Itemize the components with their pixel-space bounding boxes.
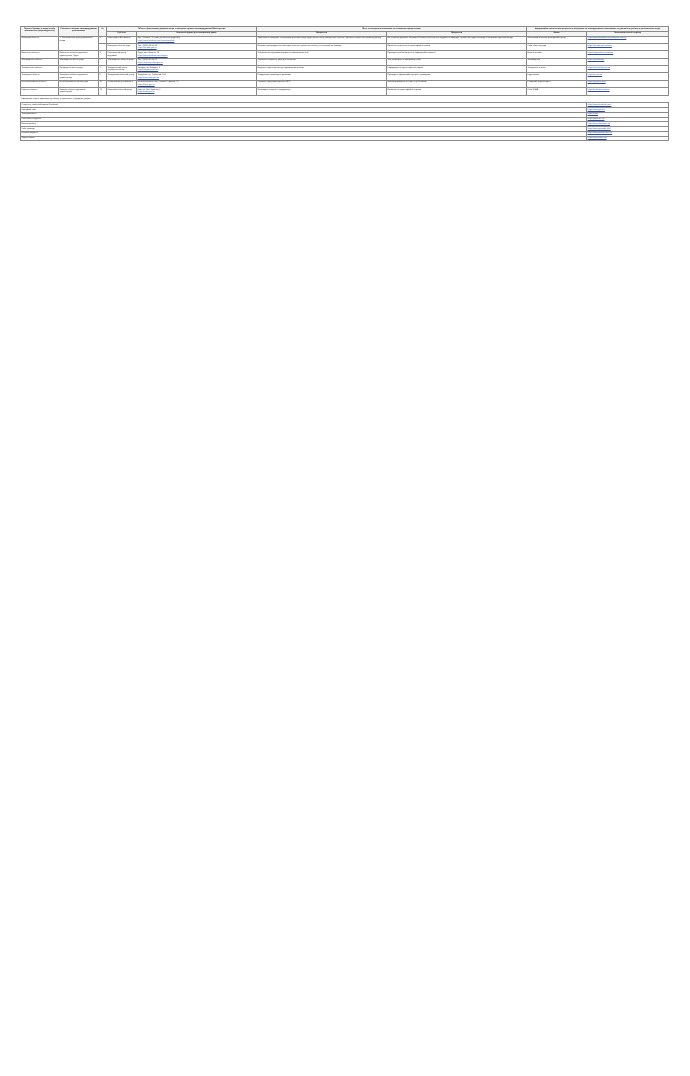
subheader-media-name: Назва [527,31,587,36]
priority-cell-text: Моніторинг ситуації та координація. [257,88,291,91]
media-name-cell-text: Волинь онлайн [527,51,542,54]
contacts-cell [137,66,257,73]
subject-cell-text: Житомирська обласна рада [107,59,134,62]
subject-cell [107,88,137,95]
contact-link[interactable]: https://koda.gov.ua [137,91,155,94]
media-name-cell [527,66,587,73]
col-goals-header: Мета та контрольні показники за основними пріоритетами [257,27,527,32]
subheader-priority-a: Пріоритети [257,31,387,36]
result-cell-text: Проведено робочі зустрічі та інформаційні кампанії. [387,51,436,54]
contact-link[interactable]: https://vinrada.gov.ua [137,47,157,50]
col-media-header: Інформаційне висвітлення результату звітування за затвердженими показниками та діяльністю регіону в регіональних медіа [527,27,669,32]
contact-text: Луцьк, вул. Шопена, 24 [137,51,160,54]
contact-text: Ужгород, пл. Народна, 4 [137,66,161,69]
appendix-link-cell-text[interactable]: https://t.me/ [587,113,599,116]
media-name-cell-text: Сайт обласної ради [527,44,547,47]
media-link-cell[interactable] [587,36,669,43]
number-cell-text: 5 [99,59,101,62]
community-cell [59,66,99,73]
priority-cell [257,43,387,50]
contact-link[interactable]: https://zhytomyr-rada.gov.ua [137,61,163,64]
subject-cell [107,73,137,80]
priority-cell [257,51,387,58]
region-cell [21,80,59,87]
media-link-cell-text[interactable]: https://iz.com.ua [587,74,603,77]
table-body [21,36,669,95]
contact-link[interactable]: https://www.facebook.com/volynrc [137,54,168,57]
community-cell [59,51,99,58]
media-link-cell-text[interactable]: https://zhitomir.info [587,59,605,62]
contact-text: Київ, пл. Лесі Українки, 1 [137,88,161,91]
appendix-link-cell-text[interactable]: https://www.rbc.ua/ [587,118,605,121]
region-cell-text: Житомирська область [21,59,43,62]
priority-cell [257,58,387,65]
media-name-cell [527,58,587,65]
contacts-cell [137,51,257,58]
region-cell-text: Івано-Франківська область [21,81,47,84]
region-cell [21,58,59,65]
subject-cell [107,80,137,87]
media-name-cell [527,51,587,58]
result-cell-text: Висвітлення через офіційні сторінки. [387,88,422,91]
subject-cell [107,66,137,73]
appendix-name-cell-text: Сторінка у соціальній мережі Facebook [21,103,58,106]
number-cell-text: 9 [99,74,101,77]
number-cell-text [100,45,106,48]
contact-text: Вул. Соборна, 70 (сайт до обласної ради №1) [137,37,181,40]
priority-cell [257,88,387,95]
subject-cell [107,43,137,50]
media-link-cell[interactable] [587,51,669,58]
contact-text: Запоріжжя, пр. Соборний, 164 [137,74,166,77]
subject-cell [107,36,137,43]
region-cell [21,66,59,73]
result-cell [387,36,527,43]
subheader-priority-b: Пріоритети [387,31,527,36]
region-cell [21,51,59,58]
media-name-cell-text: Галицький кореспондент [527,81,551,84]
community-cell-text: Київська обласна державна адміністрація [59,88,86,94]
community-cell-text: Волинська обласна державна адміністрація, Луцьк [59,51,88,57]
priority-cell [257,36,387,43]
subject-cell-text: Обласний центр зайнятості [107,81,134,84]
community-cell [59,88,99,95]
priority-cell [257,73,387,80]
number-cell [99,73,107,80]
subheader-subjects: Суб'єкти [107,31,137,36]
result-cell-text: На основних рубриках місцевого Вінницьке регіональне відділення інформує суспільство щодо взаємодії з місцевими органами влади. [387,37,514,40]
priority-cell-text: Сприяння працевлаштуванню ВПО. [257,81,291,84]
priority-cell-text: Сприяння створенню умов для інтеграції. [257,59,297,62]
contact-text: Івано-Франківськ, вул. Січових Стрільців, 15 [137,81,179,84]
priority-cell [257,66,387,73]
community-cell-text: Івано-Франківська міська рада [59,81,88,84]
subject-cell-text: Київський обласний центр [107,88,132,91]
table-row [21,36,669,43]
subject-cell-text: Регіональний центр підтримки [107,51,126,57]
appendix-link-cell-text[interactable]: https://www.gov.ua/ [587,108,605,111]
region-cell-text: Закарпатська область [21,66,43,69]
community-cell-text: Запорізька обласна державна адміністрація [59,74,88,79]
subheader-contacts: Контактні форми для повернення даних [137,31,257,36]
subject-cell-text: Закарпатський центр соціальних послуг [107,66,128,72]
subject-cell-text: Інвестиційна Вінниччина [107,37,131,40]
media-name-cell [527,43,587,50]
table-row [21,51,669,58]
media-link-cell-text[interactable]: https://zakarpattya.net.ua [587,66,611,69]
media-name-cell-text: Вінницький обласний громадський центр [527,37,566,40]
col-region-header: Перелік Україна, в якому особа зазначається (переміщується) [21,27,59,37]
result-cell [387,88,527,95]
footnote: * Інформація надана відповідно до запиту та доповнена з відкритих джерел. [20,97,92,100]
region-cell [21,36,59,51]
subject-cell [107,58,137,65]
media-link-cell[interactable] [587,73,669,80]
table-row [21,58,669,65]
appendix-body [21,103,669,141]
result-cell-text: Інформування через соціальні мережі. [387,66,424,69]
appendix-name-cell-text: Телеграм-канал [21,113,37,116]
contacts-cell [137,43,257,50]
contact-link[interactable]: https://www.facebook.com/investvinnytsia [137,39,175,42]
community-cell [59,58,99,65]
document-page [20,26,668,1062]
appendix-link-cell-text[interactable]: https://www.gromada.info/ [587,127,611,130]
subheader-media-link: Посилання на веб-сторінку [587,31,669,36]
contact-text: Тел.: (0412) 47-53-72 [137,59,157,62]
result-cell [387,51,527,58]
media-name-cell-text: Житомир.info [527,59,540,62]
appendix-name-cell-text: Регіональне видання [21,118,42,121]
media-name-cell-text: Сайт КОДА [527,88,539,91]
priority-cell-text: Місцеве самоврядування розглядає питання соціального захисту та інтеграції до громади. [257,44,342,47]
contacts-cell [137,58,257,65]
col-community-header: Спільнота, місцеве самоврядування розташоване [59,27,99,37]
result-cell [387,80,527,87]
contact-link[interactable]: https://www.zoda.gov.ua [137,76,160,79]
media-link-cell[interactable] [587,88,669,95]
priority-cell-text: Здійснювана співпраця з місцевими органами влади щодо оцінки стану громадських ініціатив і програм соціального розвитку регіону. [257,37,382,40]
community-cell [59,80,99,87]
region-cell [21,73,59,80]
community-cell [59,73,99,80]
appendix-name-cell-text: Новини регіону [21,122,36,125]
contact-text: Тел.: (0432) 59-51-39 [137,44,157,47]
appendix-link-cell-text[interactable]: https://www.pravda.com.ua/ [587,132,613,135]
appendix-link-cell-text[interactable]: https://www.ukrinform.ua/ [587,122,611,125]
priority-cell-text: Координація гуманітарної допомоги. [257,74,292,77]
number-cell-text: 11 [99,81,102,84]
subject-cell-text: Запорізький обласний центр [107,74,134,77]
media-link-cell[interactable] [587,80,669,87]
report-table [20,26,669,96]
region-cell-text: Запорізька область [21,74,40,77]
number-cell [99,88,107,95]
appendix-link-cell-text[interactable]: https://www.facebook.com/ [587,103,612,106]
region-cell-text: Волинська область [21,51,40,54]
priority-cell-text: Надання соціальних послуг переміщеним особам. [257,66,305,69]
appendix-row [21,136,669,141]
number-cell [99,80,107,87]
media-name-cell-text: Індустріалка [527,74,540,77]
number-cell-text: 1 [99,37,101,40]
number-cell [99,58,107,65]
result-cell [387,58,527,65]
number-cell-text: 7 [99,66,101,69]
table-row [21,66,669,73]
result-cell [387,66,527,73]
result-cell [387,73,527,80]
number-cell [99,66,107,73]
result-cell-text: Новини розміщено на сайті та у Facebook. [387,81,427,84]
media-name-cell [527,36,587,43]
appendix-name-cell-text: Інтернет-видання [21,132,38,135]
table-row [21,88,669,95]
number-cell-text: 13 [99,88,102,91]
media-link-cell-text[interactable]: https://volynonline.com/news [587,51,614,54]
region-cell-text: Вінницька область [21,37,39,40]
media-link-cell-text[interactable]: https://gk-press.if.ua [587,81,606,84]
col-number-header: № [99,27,107,37]
region-cell [21,88,59,95]
community-cell-text: Ужгородська міська рада [59,66,83,69]
community-cell [59,36,99,51]
appendix-name-cell-text: Портал новин [21,137,35,140]
number-cell-text: 3 [99,51,101,54]
appendix-link-cell[interactable] [587,136,669,141]
appendix-name-cell [21,136,587,141]
media-name-cell [527,80,587,87]
media-name-cell-text: Закарпаття онлайн [527,66,546,69]
number-cell [99,43,107,50]
media-link-cell[interactable] [587,43,669,50]
priority-cell-text: Забезпечення підтримки внутрішньо переміщених осіб. [257,51,309,54]
appendix-table [20,102,669,141]
media-name-cell [527,73,587,80]
col-subjects-header: Об'єкти, фактичними діючими місця, в місцевих органах самоврядування Міністерства [107,27,257,32]
media-link-cell[interactable] [587,66,669,73]
subject-cell [107,51,137,58]
result-cell-text: Висвітлення діяльності через офіційні канали. [387,44,431,47]
result-cell-text: Звіт розміщено на офіційному сайті. [387,59,422,62]
table-row [21,73,669,80]
contacts-cell [137,80,257,87]
result-cell [387,43,527,50]
number-cell [99,36,107,43]
table-row [21,80,669,87]
media-link-cell-text[interactable]: https://www.facebook.com/vinnytsia.com.ua [587,37,627,40]
number-cell [99,51,107,58]
subject-cell-text: Вінницька обласна рада [107,44,131,47]
community-cell-text: 1. Розташування органу виконавчої влади. [59,37,93,42]
contacts-cell [137,88,257,95]
media-name-cell [527,88,587,95]
media-link-cell-text[interactable]: https://koda.gov.ua/news [587,88,610,91]
appendix-name-cell-text: Офіційний сайт [21,108,36,111]
result-cell-text: Проведено інформаційні зустрічі з громадами. [387,74,431,77]
contact-link[interactable]: https://carpathia.gov.ua [137,69,159,72]
media-link-cell-text[interactable]: https://vinrada.gov.ua/news [587,44,612,47]
contacts-cell [137,36,257,43]
table-row [21,43,669,50]
contacts-cell [137,73,257,80]
community-cell-text: Житомирська міська рада [59,59,84,62]
appendix-name-cell-text: Сайт громади [21,127,35,130]
region-cell-text: Київська область [21,88,38,91]
appendix-link-cell-text[interactable]: https://www.unian.ua/ [587,137,607,140]
media-link-cell[interactable] [587,58,669,65]
priority-cell [257,80,387,87]
contact-link[interactable]: https://if.dcz.gov.ua [137,84,155,86]
